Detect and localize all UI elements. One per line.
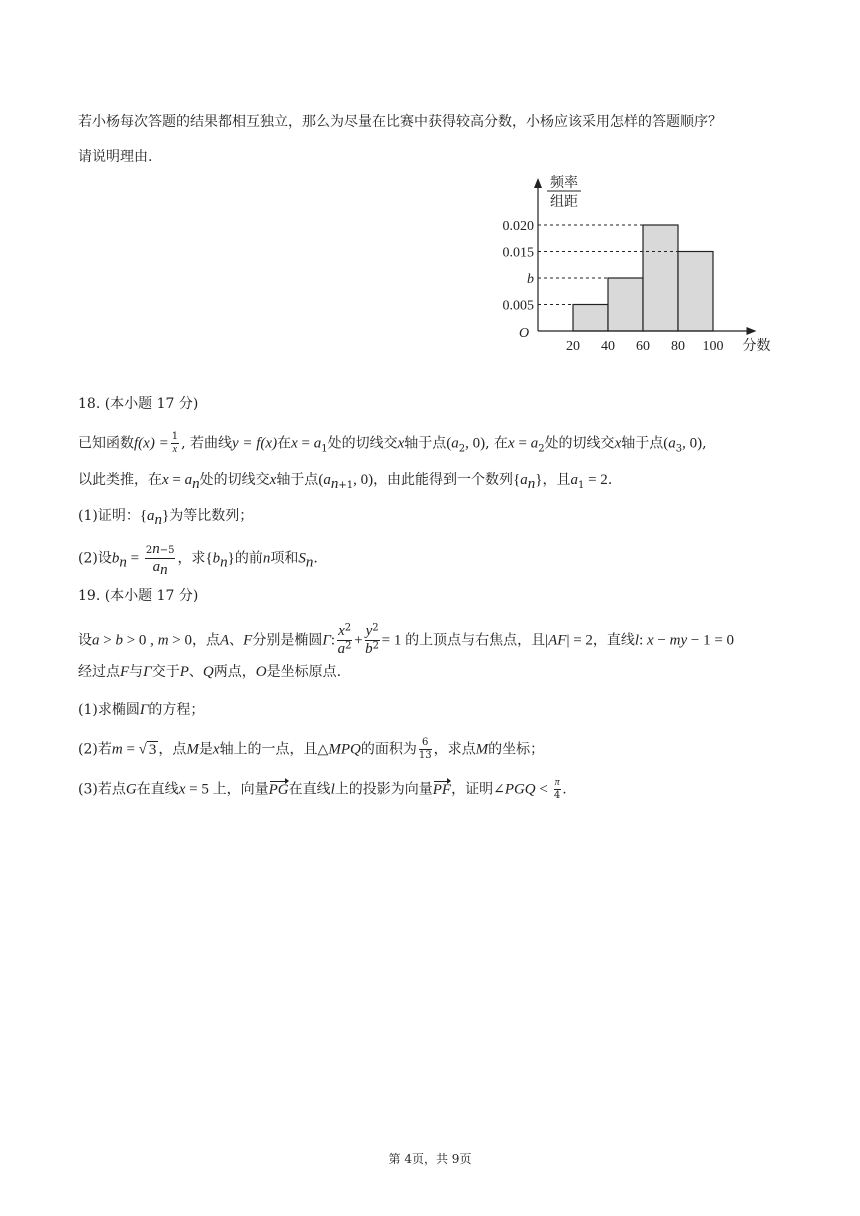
q17-text-line2: 请说明理由. [78, 149, 153, 165]
q18-header: 18. (本小题 17 分) [78, 396, 199, 412]
q19-part1: (1)求椭圆Γ的方程； [78, 702, 205, 718]
y-tick-label-0.005: 0.005 [502, 298, 534, 314]
x-axis-label: 分数 [742, 338, 771, 354]
histogram-bar-60-80 [643, 225, 678, 331]
histogram-bar-20-40 [573, 305, 608, 332]
histogram-bar-80-100 [678, 252, 713, 332]
page-footer: 第 4页，共 9页 [388, 1152, 472, 1166]
q18-paragraph-line1: 已知函数f(x) = $\frac{1}{x}$ , 若曲线y = f(x)在$x = a_1$处的切线交x轴于点($a_2$, 0), 在$x = a_2$处的切线交x轴于点($a_3$, 0), [78, 431, 707, 455]
q19-header: 19. (本小题 17 分) [78, 588, 199, 604]
y-tick-label-0.015: 0.015 [502, 245, 534, 261]
q18-part2: (2)设$b_n$ = $\frac{2n-5}{a_n}$ ，求$\{b_n\}$的前n项和$S_n$. [78, 541, 318, 578]
histogram-bar-40-60 [608, 278, 643, 331]
q18-part1: (1)证明：$\{a_n\}$为等比数列； [78, 508, 254, 528]
q19-part2: (2)若m = √ 3 ，点M是x轴上的一点，且△MPQ的面积为 $\frac{6}{13}$ ，求点M的坐标； [78, 737, 545, 761]
q19-paragraph-line2: 经过点F与Γ交于P、Q两点，O是坐标原点. [78, 664, 342, 680]
x-tick-label-60: 60 [636, 339, 650, 354]
x-tick-label-80: 80 [671, 339, 685, 354]
q17-text-line1: 若小杨每次答题的结果都相互独立，那么为尽量在比赛中获得较高分数，小杨应该采用怎样的答题顺序？ [78, 114, 722, 130]
y-tick-label-0.020: 0.020 [502, 219, 534, 234]
q18-paragraph-line2: 以此类推，在$x = a_n$处的切线交x轴于点($a_{n+1}$, 0)，由此能得到一个数列$\{a_n\}$，且$a_1 = 2$. [78, 472, 613, 492]
frequency-histogram [490, 168, 790, 358]
origin-label: O [518, 326, 530, 341]
q19-paragraph-line1: 设a > b > 0 , m > 0，点A、F分别是椭圆Γ: $\frac{x^2}{a^2}$ + $\frac{y^2}{b^2}$ = 1 的上顶点与右焦点，且|AF| = 2，直线l: x − my − 1 = 0 [78, 622, 735, 657]
x-axis-arrow [747, 327, 757, 335]
x-tick-label-20: 20 [566, 339, 580, 354]
y-axis-label-numerator: 频率 [550, 175, 578, 191]
x-tick-label-100: 100 [702, 339, 724, 354]
y-axis-arrow [534, 178, 542, 188]
q19-part3: (3)若点G在直线x = 5 上，向量PG在直线l上的投影为向量PF，证明∠PGQ < $\frac{\pi}{4}$ . [78, 777, 567, 801]
x-tick-label-40: 40 [601, 339, 615, 354]
y-axis-label-denominator: 组距 [550, 194, 578, 210]
y-tick-label-b: b [527, 272, 534, 287]
